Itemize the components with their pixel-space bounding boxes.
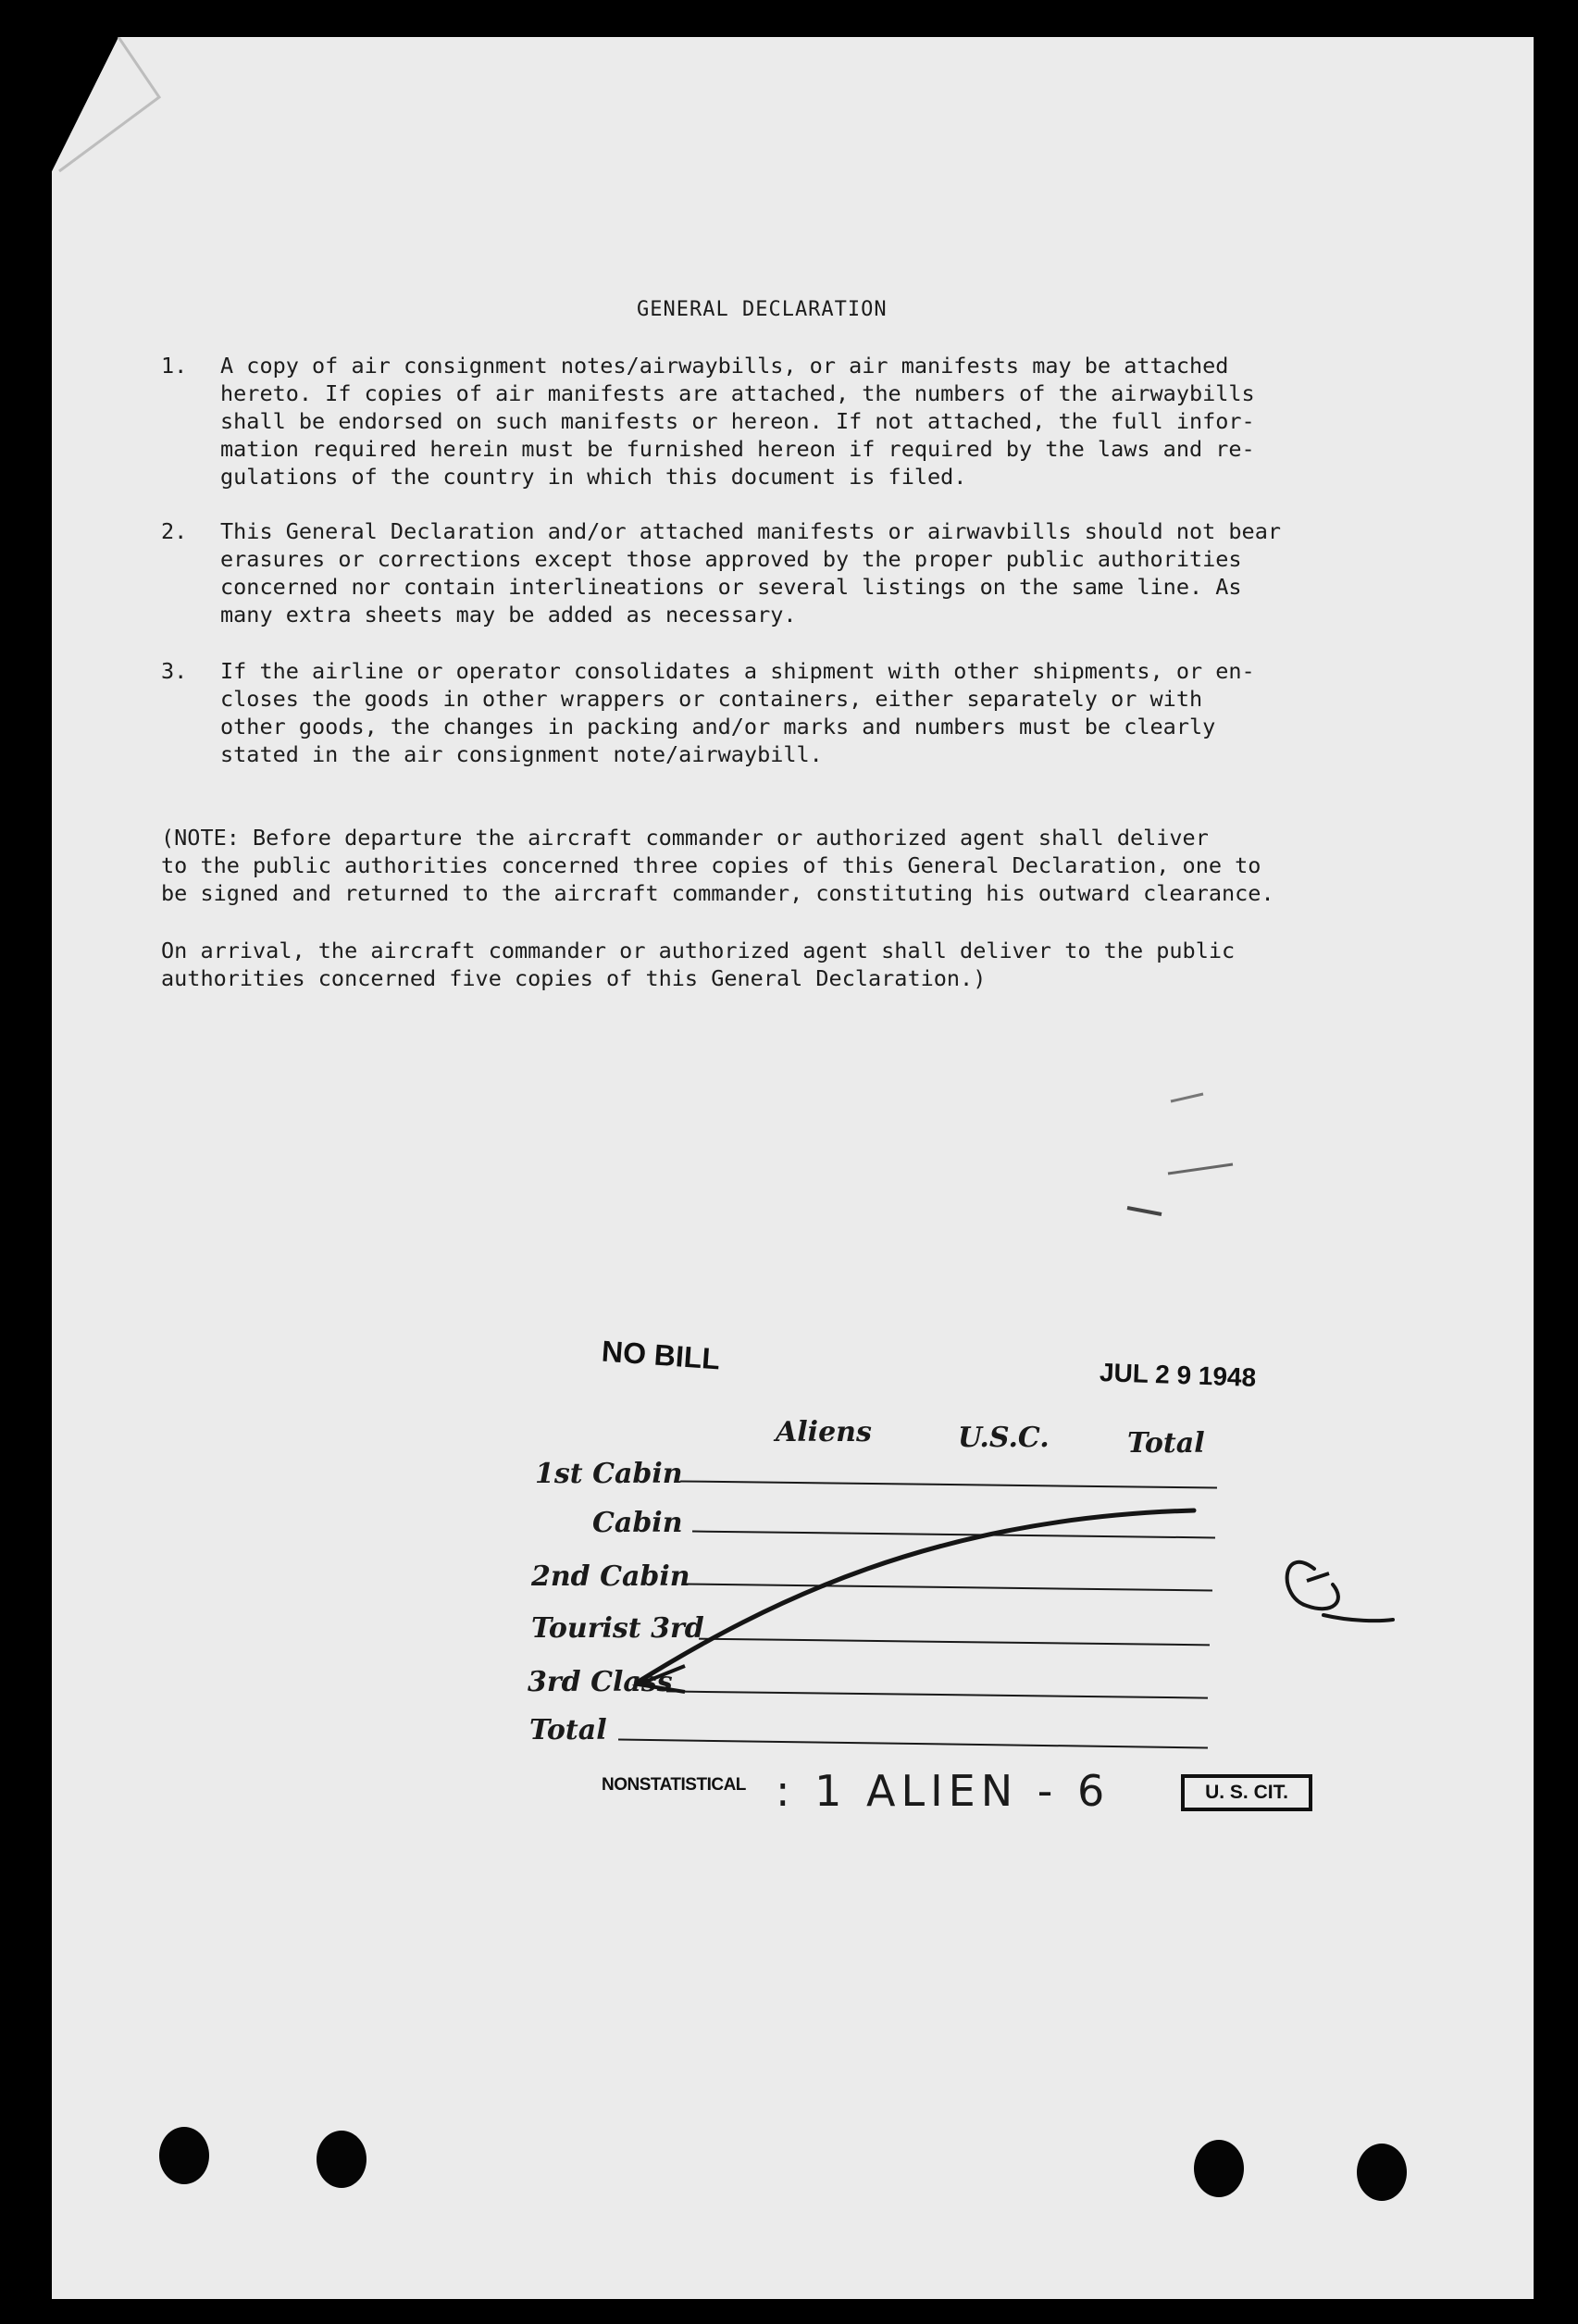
item-1-text xyxy=(220,352,1381,491)
item-1-line: A copy of air consignment notes/airwaybills, or air manifests may be attached xyxy=(220,353,1229,379)
no-bill-stamp: NO BILL xyxy=(600,1334,722,1376)
item-3-line: If the airline or operator consolidates a shipment with other shipments, or en- xyxy=(220,658,1255,684)
item-1-line: hereto. If copies of air manifests are attached, the numbers of the airwaybills xyxy=(220,380,1255,406)
item-3-line: closes the goods in other wrappers or containers, either separately or with xyxy=(220,686,1203,712)
item-3-text xyxy=(220,657,1381,768)
handwritten-alien-count: : 1 ALIEN - 6 xyxy=(776,1766,1111,1816)
header-total: Total xyxy=(1127,1427,1205,1460)
note-paragraph xyxy=(161,824,1381,907)
note-line: be signed and returned to the aircraft commander, constituting his outward clearance. xyxy=(161,880,1274,906)
punch-hole xyxy=(1357,2144,1407,2201)
page-title: GENERAL DECLARATION xyxy=(637,298,888,321)
date-stamp: JUL 2 9 1948 xyxy=(1099,1358,1257,1392)
item-1-line: gulations of the country in which this document is filed. xyxy=(220,464,967,490)
row-1st-cabin: 1st Cabin xyxy=(535,1458,683,1490)
row-2nd-cabin: 2nd Cabin xyxy=(531,1560,690,1593)
item-2-line: This General Declaration and/or attached manifests or airwavbills should not bear xyxy=(220,518,1282,544)
header-aliens: Aliens xyxy=(776,1416,872,1448)
row-tourist-3rd: Tourist 3rd xyxy=(531,1612,704,1645)
note-line: to the public authorities concerned three copies of this General Declaration, one to xyxy=(161,852,1261,878)
header-usc: U.S.C. xyxy=(958,1422,1050,1454)
arrival-line: authorities concerned five copies of this General Declaration.) xyxy=(161,965,987,991)
item-2-number: 2. xyxy=(161,518,188,544)
arrival-paragraph xyxy=(161,937,1381,992)
nonstatistical-stamp: NONSTATISTICAL xyxy=(602,1775,746,1795)
item-2-text xyxy=(220,517,1381,628)
row-cabin: Cabin xyxy=(592,1507,683,1539)
row-3rd-class: 3rd Class xyxy=(528,1666,673,1698)
row-total: Total xyxy=(529,1714,607,1746)
item-1-line: mation required herein must be furnished hereon if required by the laws and re- xyxy=(220,436,1255,462)
item-1-line: shall be endorsed on such manifests or hereon. If not attached, the full infor- xyxy=(220,408,1255,434)
punch-hole xyxy=(1194,2140,1244,2197)
punch-hole xyxy=(159,2127,209,2184)
arrival-line: On arrival, the aircraft commander or authorized agent shall deliver to the public xyxy=(161,938,1236,963)
us-cit-stamp: U. S. CIT. xyxy=(1181,1774,1312,1811)
item-1-number: 1. xyxy=(161,353,188,379)
item-2-line: erasures or corrections except those approved by the proper public authorities xyxy=(220,546,1242,572)
item-3-number: 3. xyxy=(161,658,188,684)
note-line: (NOTE: Before departure the aircraft commander or authorized agent shall deliver xyxy=(161,825,1209,851)
item-2-line: many extra sheets may be added as necessary. xyxy=(220,602,797,628)
item-3-line: other goods, the changes in packing and/or marks and numbers must be clearly xyxy=(220,714,1216,739)
item-3-line: stated in the air consignment note/airwaybill. xyxy=(220,741,823,767)
punch-hole xyxy=(317,2131,367,2188)
item-2-line: concerned nor contain interlineations or several listings on the same line. As xyxy=(220,574,1242,600)
